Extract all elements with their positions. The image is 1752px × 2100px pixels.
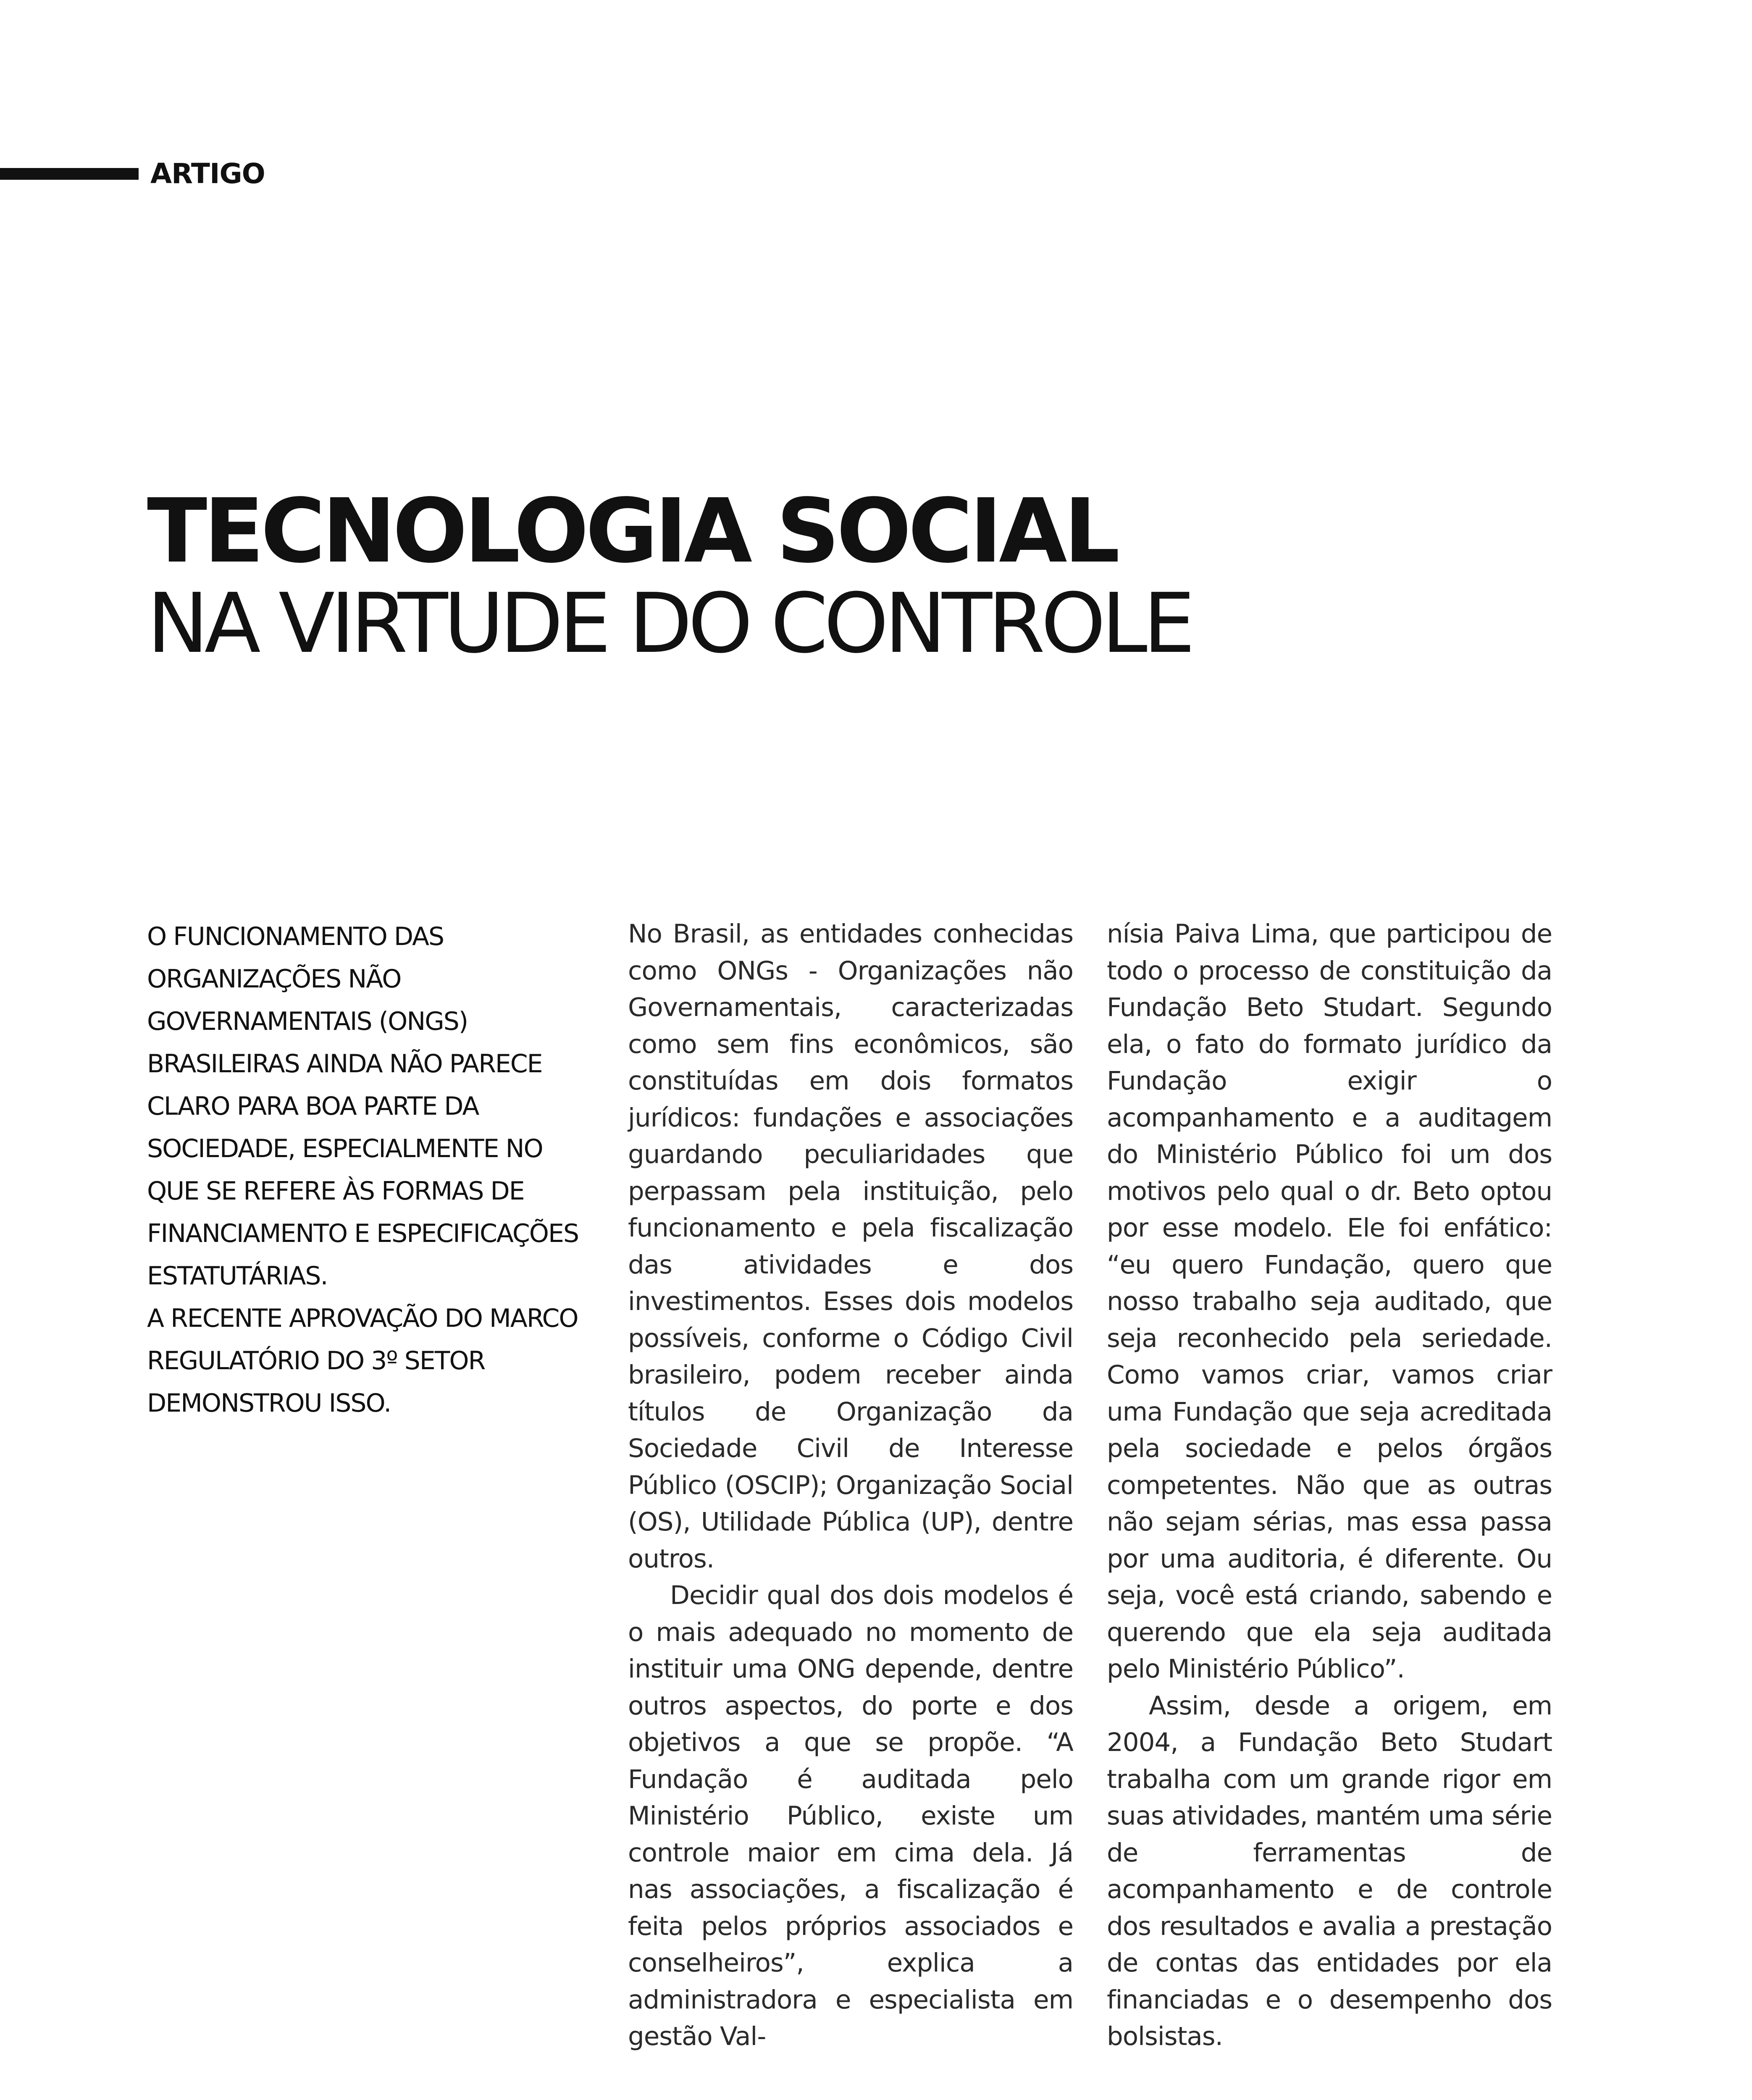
title-line-2: NA VIRTUDE DO CONTROLE	[147, 576, 1191, 672]
body-paragraph: Assim, desde a origem, em 2004, a Fundação Beto Studart trabalha com um grande rigor em suas atividades, mantém uma série de ferramentas de acompanhamento e de controle dos resultados e avalia a prestação de contas das entidades por ela financiadas e o desempenho dos bolsistas.	[1107, 1690, 1552, 2051]
lead-text-1: O FUNCIONAMENTO DAS ORGANIZAÇÕES NÃO GOVERNAMENTAIS (ONGS) BRASILEIRAS AINDA NÃO PARECE CLARO PARA BOA PARTE DA SOCIEDADE, ESPECIALMENTE NO QUE SE REFERE ÀS FORMAS DE FINANCIAMENTO E ESPECIFICAÇÕES ESTATUTÁRIAS.	[147, 922, 579, 1291]
section-label: ARTIGO	[150, 158, 265, 190]
lead-paragraph	[147, 916, 584, 1425]
section-bar	[0, 168, 139, 180]
body-column-2	[1107, 916, 1552, 2055]
body-paragraph: nísia Paiva Lima, que participou de todo o processo de constituição da Fundação Beto Studart. Segundo ela, o fato do formato jurídico da Fundação exigir o acompanhamento e a auditagem do Ministério Público foi um dos motivos pelo qual o dr. Beto optou por esse modelo. Ele foi enfático: “eu quero Fundação, quero que nosso trabalho seja auditado, que seja reconhecido pela seriedade. Como vamos criar, vamos criar uma Fundação que seja acreditada pela sociedade e pelos órgãos competentes. Não que as outras não sejam sérias, mas essa passa por uma auditoria, é diferente. Ou seja, você está criando, sabendo e querendo que ela seja auditada pelo Ministério Público”.	[1107, 919, 1552, 1684]
body-paragraph: No Brasil, as entidades conhecidas como ONGs - Organizações não Governamentais, caracterizadas como sem fins econômicos, são constituídas em dois formatos jurídicos: fundações e associações guardando peculiaridades que perpassam pela instituição, pelo funcionamento e pela fiscalização das atividades e dos investimentos. Esses dois modelos possíveis, conforme o Código Civil brasileiro, podem receber ainda títulos de Organização da Sociedade Civil de Interesse Público (OSCIP); Organização Social (OS), Utilidade Pública (UP), dentre outros.	[628, 919, 1073, 1574]
title-line-1: TECNOLOGIA SOCIAL	[147, 480, 1117, 583]
body-column-1	[628, 916, 1073, 2055]
body-paragraph: Decidir qual dos dois modelos é o mais adequado no momento de instituir uma ONG depende, dentre outros aspectos, do porte e dos objetivos a que se propõe. “A Fundação é auditada pelo Ministério Público, existe um controle maior em cima dela. Já nas associações, a fiscalização é feita pelos próprios associados e conselheiros”, explica a administradora e especialista em gestão Val-	[628, 1580, 1073, 2051]
lead-text-2: A RECENTE APROVAÇÃO DO MARCO REGULATÓRIO DO 3º SETOR DEMONSTROU ISSO.	[147, 1304, 578, 1418]
